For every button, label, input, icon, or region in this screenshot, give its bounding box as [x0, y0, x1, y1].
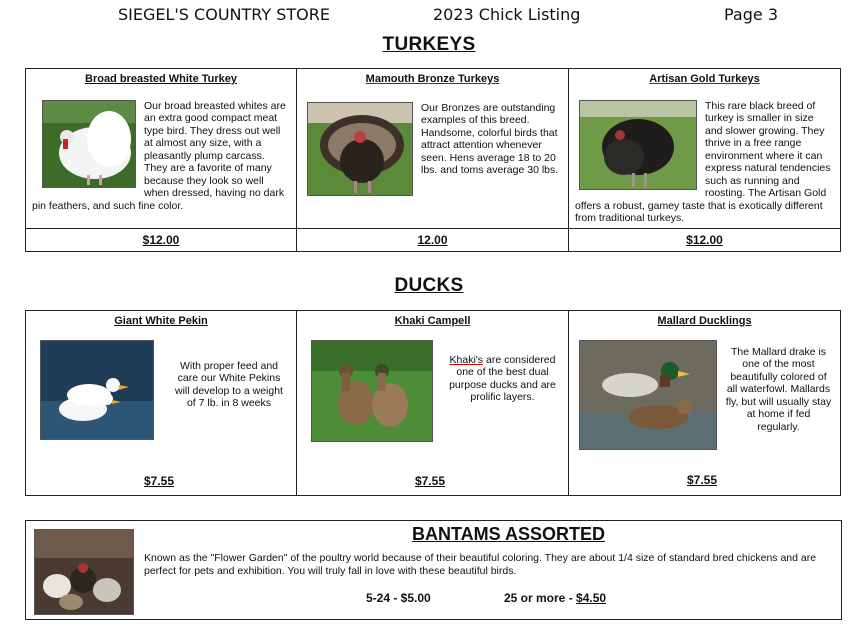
turkey-name: Broad breasted White Turkey: [85, 73, 237, 85]
duck-name: Giant White Pekin: [114, 315, 208, 327]
turkey-desc: Our Bronzes are outstanding examples of this breed. Handsome, colorful birds that attract attention whenever seen. Hens average 18 to 20 lbs. and toms average 30 lbs.: [421, 101, 559, 176]
turkey-cell-gold: [569, 69, 841, 229]
turkey-price: $12.00: [142, 232, 180, 247]
duck-desc: Khaki's are considered one of the best dual purpose ducks and are prolific layers.: [449, 353, 556, 403]
turkey-cell-bronze: [297, 69, 569, 229]
turkey-name: Artisan Gold Turkeys: [649, 73, 760, 85]
store-name: SIEGEL'S COUNTRY STORE: [118, 5, 330, 24]
bronze-turkey-photo: [307, 102, 413, 196]
duck-price: $7.55: [144, 473, 175, 488]
turkey-cell-white: [26, 69, 297, 229]
bantams-heading: BANTAMS ASSORTED: [412, 524, 605, 544]
duck-price: $7.55: [687, 472, 718, 487]
gold-turkey-photo: [579, 100, 697, 190]
page-number: Page 3: [724, 5, 778, 24]
duck-name: Khaki Campell: [394, 315, 471, 327]
turkey-name: Mamouth Bronze Turkeys: [365, 73, 500, 85]
white-turkey-photo: [42, 100, 136, 188]
duck-price: $7.55: [415, 473, 446, 488]
duck-cell-khaki: [297, 311, 569, 496]
duck-name: Mallard Ducklings: [657, 315, 752, 327]
bantams-box: [25, 520, 842, 620]
khaki-duck-photo: [311, 340, 433, 442]
duck-desc: With proper feed and care our White Pekins will develop to a weight of 7 lb. in 8 weeks: [175, 359, 283, 409]
bantam-price-large: 25 or more - $4.50: [504, 591, 607, 605]
pekin-duck-photo: [40, 340, 154, 440]
turkey-desc: This rare black breed of turkey is smaller in size and slower growing. They thrive in a free range environment where it can express natural tendencies such as running and roosting. The Artisan Gold offers a robust, gamey taste that is exotically different from traditional turkeys.: [575, 99, 831, 224]
duck-cell-pekin: [26, 311, 297, 496]
listing-title: 2023 Chick Listing: [433, 5, 581, 24]
turkey-price: 12.00: [417, 232, 448, 247]
turkey-price: $12.00: [686, 232, 723, 247]
duck-cell-mallard: [569, 311, 841, 496]
turkeys-table: [25, 68, 841, 252]
turkey-desc: Our broad breasted whites are an extra good compact meat type bird. They dress out well at almost any size, with a pleasantly plump carcass. They are a favorite of many because they look so well when dressed, having no dark pin feathers, and such fine color.: [32, 99, 286, 212]
ducks-table: [25, 310, 841, 496]
bantam-chickens-photo: [34, 529, 134, 615]
bantam-price-small: 5-24 - $5.00: [366, 591, 431, 605]
bantams-desc: Known as the "Flower Garden" of the poultry world because of their beautiful coloring. They are about 1/4 size of standard bred chickens and are perfect for pets and exhibition. You will truly fall in love with these beautiful birds.: [144, 552, 817, 577]
khaki-word: Khaki's: [449, 353, 484, 366]
turkeys-heading: TURKEYS: [382, 34, 476, 55]
ducks-heading: DUCKS: [394, 275, 464, 296]
duck-desc: The Mallard drake is one of the most beautifully colored of all waterfowl. Mallards fly, but will usually stay at home if fed regularly.: [725, 345, 832, 433]
bantam-price-large-value: $4.50: [576, 591, 607, 605]
mallard-duck-photo: [579, 340, 717, 450]
